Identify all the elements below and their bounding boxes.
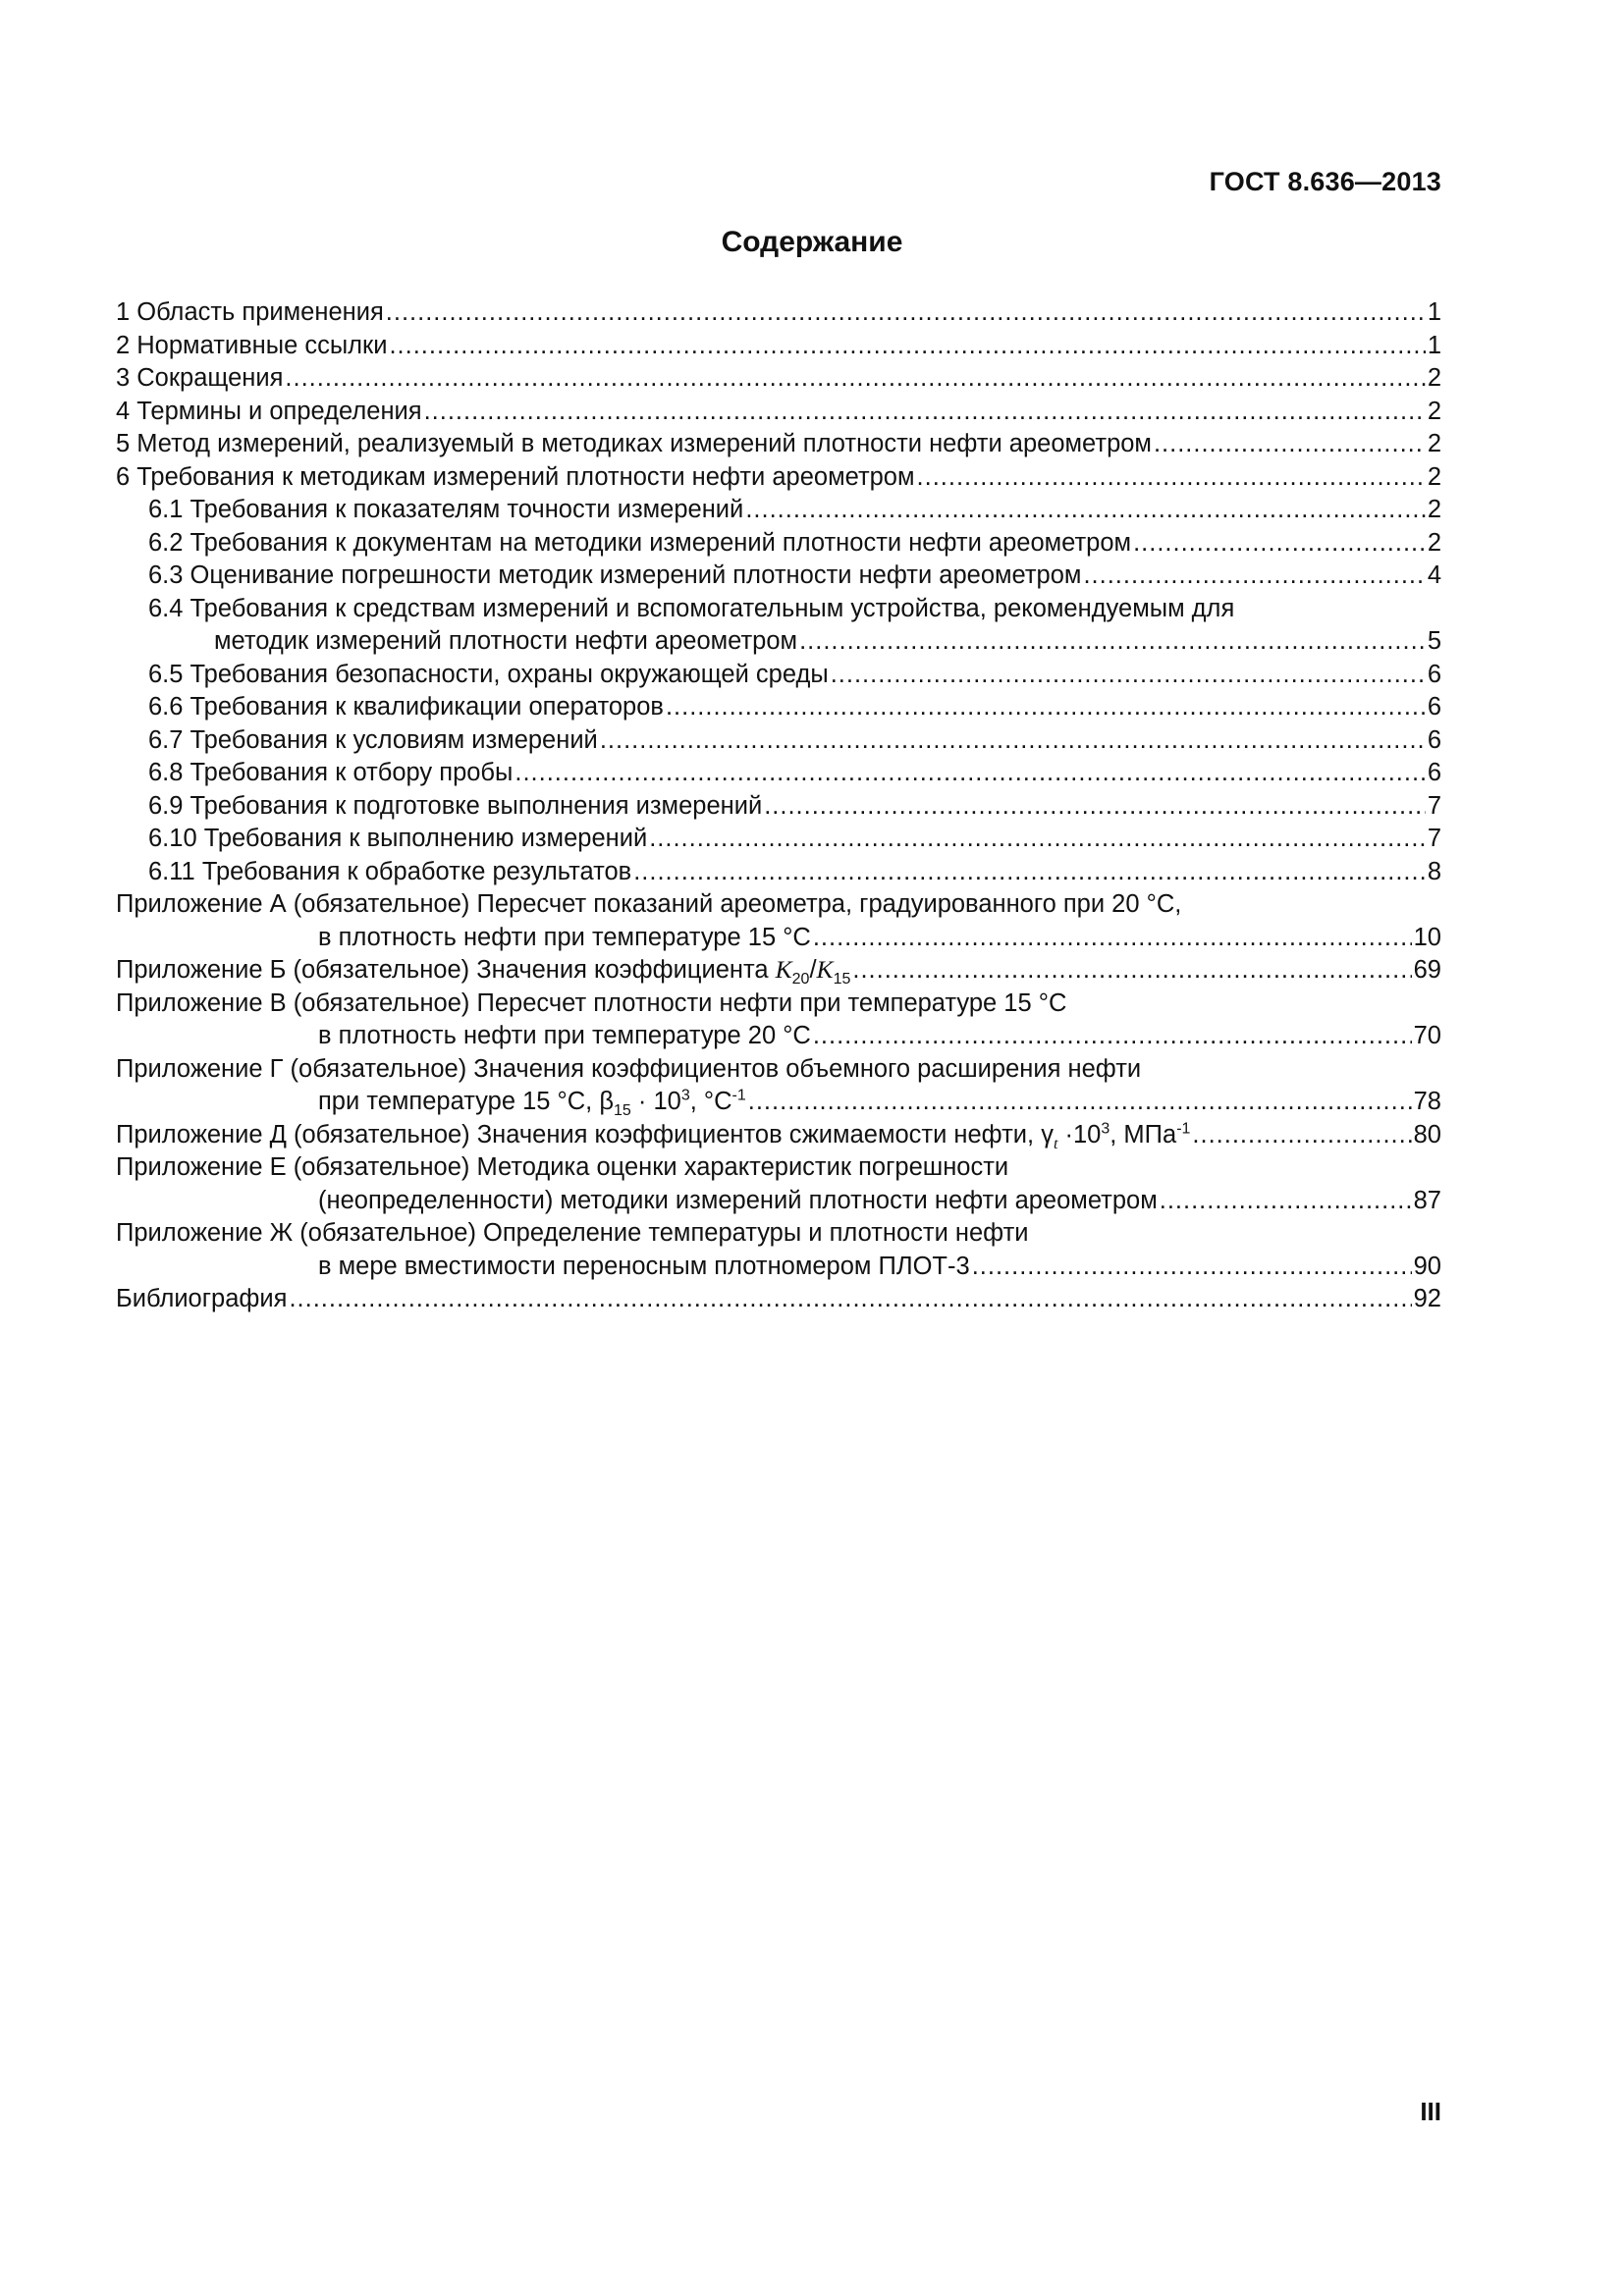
superscript: 3	[1101, 1120, 1110, 1137]
toc-page-number: 8	[1427, 857, 1441, 885]
toc-entry-appendix-b[interactable]	[116, 954, 1441, 988]
dot-leader	[813, 1020, 1412, 1053]
toc-entry-text: 6.2 Требования к документам на методики измерений плотности нефти ареометром	[148, 528, 1132, 557]
superscript: -1	[731, 1087, 746, 1104]
toc-title: Содержание	[721, 226, 903, 258]
table-of-contents	[116, 296, 1441, 1316]
toc-entry-6-1[interactable]	[116, 494, 1441, 527]
dot-leader	[600, 724, 1426, 758]
subscript: 15	[614, 1102, 631, 1120]
toc-page-number: 2	[1427, 364, 1441, 392]
toc-entry-appendix-a[interactable]	[116, 888, 1441, 922]
toc-page-number: 2	[1427, 397, 1441, 425]
symbol-k: K	[816, 955, 834, 984]
toc-page-number: 87	[1413, 1186, 1441, 1214]
superscript: -1	[1176, 1120, 1191, 1137]
toc-entry-text-mid: · 10	[630, 1088, 681, 1115]
toc-entry-text: 5 Метод измерений, реализуемый в методиках измерений плотности нефти ареометром	[116, 430, 1152, 457]
dot-leader	[666, 691, 1426, 724]
toc-entry-6-5[interactable]	[116, 659, 1441, 692]
dot-leader	[1083, 560, 1425, 593]
toc-entry-text-prefix: при температуре 15 °С, β	[318, 1088, 614, 1115]
toc-entry-6-9[interactable]	[116, 790, 1441, 824]
toc-entry-text: Приложение В (обязательное) Пересчет плотности нефти при температуре 15 °С	[116, 988, 1067, 1017]
dot-leader	[748, 1086, 1412, 1119]
dot-leader	[386, 296, 1426, 330]
toc-entry-appendix-zh[interactable]	[116, 1217, 1441, 1251]
toc-entry-6-10[interactable]	[116, 823, 1441, 856]
toc-entry-text: 6.6 Требования к квалификации операторов	[148, 693, 664, 721]
toc-entry-6-2[interactable]	[116, 527, 1441, 561]
toc-entry-1[interactable]	[116, 296, 1441, 330]
dot-leader	[514, 757, 1425, 790]
toc-entry-text: Приложение Ж (обязательное) Определение температуры и плотности нефти	[116, 1219, 1029, 1247]
toc-entry-appendix-v-continuation[interactable]	[116, 1020, 1441, 1053]
toc-entry-text: в плотность нефти при температуре 20 °С	[318, 1022, 811, 1049]
toc-entry-appendix-a-continuation[interactable]	[116, 922, 1441, 955]
toc-entry-6-7[interactable]	[116, 724, 1441, 758]
toc-entry-text: Приложение Е (обязательное) Методика оценки характеристик погрешности	[116, 1153, 1009, 1181]
dot-leader	[289, 1283, 1411, 1316]
toc-entry-3[interactable]	[116, 362, 1441, 396]
toc-page-number: 70	[1413, 1022, 1441, 1049]
toc-entry-text: 1 Область применения	[116, 298, 384, 326]
toc-entry-text: в мере вместимости переносным плотномером ПЛОТ-3	[318, 1252, 970, 1280]
subscript: t	[1053, 1135, 1058, 1152]
toc-page-number: 92	[1413, 1285, 1441, 1312]
toc-entry-appendix-g-continuation[interactable]	[116, 1086, 1441, 1119]
toc-entry-text: 6.11 Требования к обработке результатов	[148, 857, 632, 885]
symbol-k: K	[775, 955, 792, 984]
dot-leader	[389, 330, 1425, 363]
dot-leader	[633, 856, 1426, 889]
dot-leader	[285, 362, 1425, 396]
dot-leader	[831, 659, 1426, 692]
toc-entry-text	[116, 953, 850, 988]
dot-leader	[649, 823, 1426, 856]
dot-leader	[917, 461, 1426, 495]
toc-entry-2[interactable]	[116, 330, 1441, 363]
toc-page-number: 80	[1413, 1120, 1441, 1148]
toc-entry-text: в плотность нефти при температуре 15 °С	[318, 923, 811, 951]
toc-page-number: 1	[1427, 331, 1441, 359]
toc-page-number: 4	[1427, 561, 1441, 589]
toc-entry-appendix-e[interactable]	[116, 1151, 1441, 1185]
document-code: ГОСТ 8.636—2013	[1209, 167, 1441, 196]
toc-entry-6-4[interactable]	[116, 593, 1441, 626]
toc-page-number: 2	[1427, 496, 1441, 523]
toc-entry-text: 6.1 Требования к показателям точности измерений	[148, 496, 744, 523]
toc-entry-text	[116, 1119, 1190, 1152]
slash: /	[809, 956, 817, 984]
toc-entry-text: 6 Требования к методикам измерений плотности нефти ареометром	[116, 462, 915, 491]
dot-leader	[764, 790, 1426, 824]
toc-page-number: 90	[1413, 1252, 1441, 1280]
toc-entry-text: 3 Сокращения	[116, 364, 284, 392]
dot-leader	[1154, 428, 1426, 461]
toc-entry-text: 6.9 Требования к подготовке выполнения измерений	[148, 791, 763, 820]
toc-entry-text: (неопределенности) методики измерений плотности нефти ареометром	[318, 1186, 1158, 1214]
toc-entry-text-mid: , °С	[689, 1088, 732, 1115]
toc-entry-text-mid: , МПа	[1110, 1120, 1177, 1148]
toc-entry-text: 6.4 Требования к средствам измерений и вспомогательным устройства, рекомендуемым для	[148, 594, 1235, 622]
toc-page-number: 5	[1427, 627, 1441, 655]
toc-entry-text-prefix: Приложение Д (обязательное) Значения коэффициентов сжимаемости нефти, γ	[116, 1120, 1054, 1148]
toc-entry-text	[318, 1086, 746, 1119]
dot-leader	[799, 625, 1426, 659]
toc-page-number: 6	[1427, 660, 1441, 688]
toc-page-number: 7	[1427, 825, 1441, 852]
toc-entry-text: 6.7 Требования к условиям измерений	[148, 725, 598, 754]
toc-page-number: 6	[1427, 693, 1441, 721]
toc-entry-bibliography[interactable]	[116, 1283, 1441, 1316]
dot-leader	[1160, 1185, 1412, 1218]
dot-leader	[1133, 527, 1426, 561]
page-number: III	[1420, 2097, 1441, 2126]
dot-leader	[745, 494, 1426, 527]
toc-entry-appendix-e-continuation[interactable]	[116, 1185, 1441, 1218]
dot-leader	[424, 396, 1426, 429]
dot-leader	[813, 922, 1412, 955]
toc-entry-text: 2 Нормативные ссылки	[116, 331, 388, 359]
toc-entry-6-4-continuation[interactable]	[116, 625, 1441, 659]
toc-entry-appendix-d[interactable]	[116, 1119, 1441, 1152]
toc-entry-6[interactable]	[116, 461, 1441, 495]
subscript: 20	[791, 971, 810, 988]
toc-entry-text: Приложение А (обязательное) Пересчет показаний ареометра, градуированного при 20 °С,	[116, 890, 1182, 918]
toc-entry-text: 6.8 Требования к отбору пробы	[148, 759, 514, 786]
toc-entry-text: Библиография	[116, 1285, 288, 1312]
toc-entry-text: 6.3 Оценивание погрешности методик измерений плотности нефти ареометром	[148, 561, 1082, 589]
toc-page-number: 2	[1427, 462, 1441, 491]
toc-page-number: 2	[1427, 528, 1441, 557]
toc-entry-5[interactable]	[116, 428, 1441, 461]
toc-entry-4[interactable]	[116, 396, 1441, 429]
toc-entry-text: 6.5 Требования безопасности, охраны окружающей среды	[148, 660, 829, 688]
toc-page-number: 78	[1413, 1088, 1441, 1115]
subscript: 15	[833, 971, 851, 988]
toc-page-number: 2	[1427, 430, 1441, 457]
toc-entry-text: 4 Термины и определения	[116, 397, 422, 425]
toc-page-number: 6	[1427, 759, 1441, 786]
toc-entry-appendix-g[interactable]	[116, 1053, 1441, 1087]
toc-entry-6-6[interactable]	[116, 691, 1441, 724]
toc-page-number: 7	[1427, 791, 1441, 820]
superscript: 3	[680, 1087, 690, 1104]
dot-leader	[972, 1251, 1412, 1284]
toc-entry-text-prefix: Приложение Б (обязательное) Значения коэффициента	[116, 956, 776, 984]
toc-entry-text: 6.10 Требования к выполнению измерений	[148, 825, 648, 852]
toc-entry-text: методик измерений плотности нефти ареометром	[214, 627, 798, 655]
toc-page-number: 6	[1427, 725, 1441, 754]
toc-page-number: 1	[1427, 298, 1441, 326]
toc-entry-appendix-v[interactable]	[116, 988, 1441, 1021]
dot-leader	[1192, 1119, 1411, 1152]
toc-page-number: 10	[1413, 923, 1441, 951]
toc-entry-appendix-zh-continuation[interactable]	[116, 1251, 1441, 1284]
toc-entry-6-3[interactable]	[116, 560, 1441, 593]
toc-entry-6-8[interactable]	[116, 757, 1441, 790]
toc-entry-6-11[interactable]	[116, 856, 1441, 889]
toc-page-number: 69	[1413, 956, 1441, 984]
toc-entry-text-mid: ·10	[1057, 1120, 1102, 1148]
toc-entry-text: Приложение Г (обязательное) Значения коэффициентов объемного расширения нефти	[116, 1054, 1142, 1083]
dot-leader	[852, 954, 1411, 988]
